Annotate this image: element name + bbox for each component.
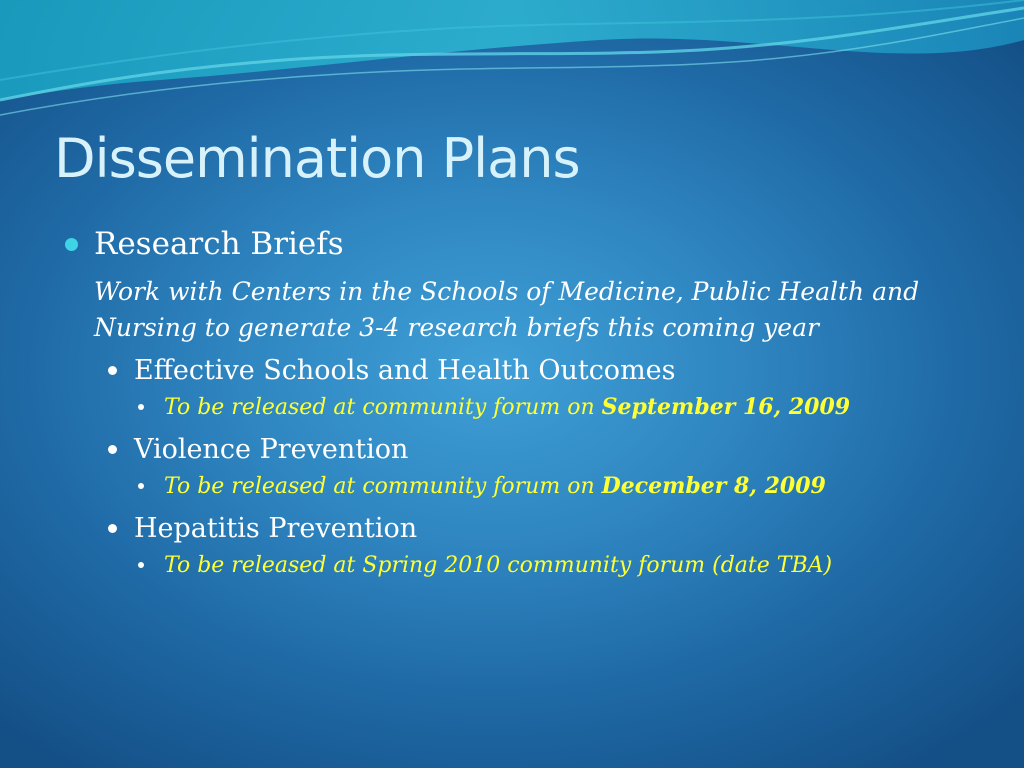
bullet-dot-icon (108, 366, 117, 375)
brief-item (108, 432, 980, 467)
brief-topic: Violence Prevention (134, 434, 409, 466)
release-info (138, 471, 980, 503)
release-date: December 8, 2009 (601, 473, 826, 500)
release-prefix: To be released at community forum on (164, 395, 602, 421)
section-heading: Research Briefs (94, 226, 344, 262)
bullet-dot-icon (108, 445, 117, 454)
section-description: Work with Centers in the Schools of Medicine, Public Health and Nursing to generate 3-4 research briefs this coming year (94, 277, 920, 342)
release-prefix: To be released at community forum on (164, 474, 602, 500)
brief-topic: Hepatitis Prevention (134, 513, 418, 545)
bullet-dot-icon (138, 483, 144, 489)
release-date: September 16, 2009 (601, 394, 851, 421)
bullet-research-briefs (60, 224, 980, 264)
bullet-dot-icon (108, 524, 117, 533)
brief-item (108, 511, 980, 546)
bullet-dot-icon (65, 238, 78, 251)
release-prefix: To be released at Spring 2010 community forum (date TBA) (164, 553, 833, 579)
slide-title: Dissemination Plans (54, 127, 580, 190)
release-info (138, 550, 980, 582)
bullet-dot-icon (138, 562, 144, 568)
bullet-dot-icon (138, 404, 144, 410)
slide-content (60, 224, 980, 590)
brief-item (108, 353, 980, 388)
briefs-list (60, 353, 980, 582)
decorative-wave (0, 0, 1024, 130)
release-info (138, 392, 980, 424)
brief-topic: Effective Schools and Health Outcomes (134, 355, 676, 387)
